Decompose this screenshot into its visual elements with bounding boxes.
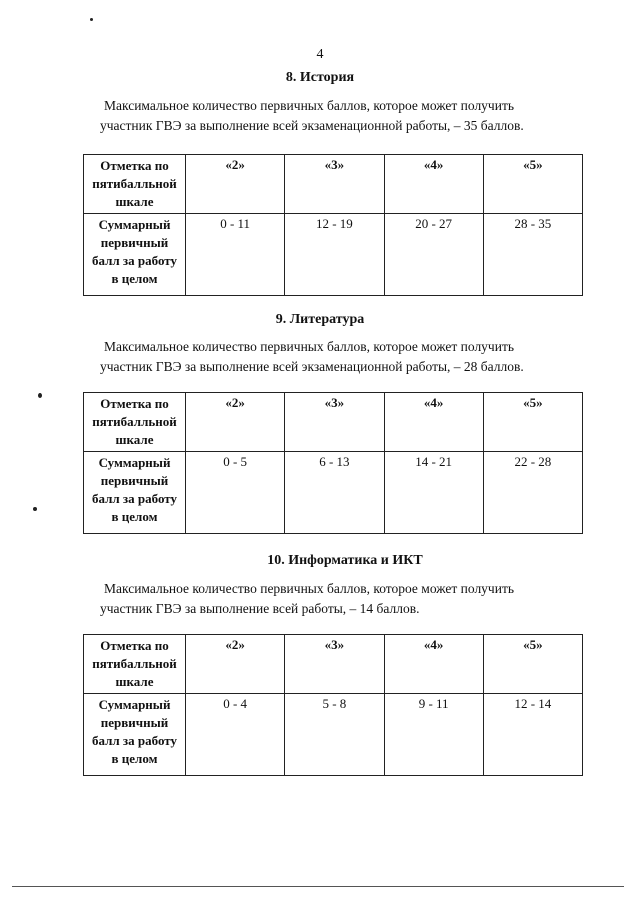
section-intro-literature <box>100 337 584 377</box>
grade-cell: «2» <box>186 155 285 214</box>
grade-cell: «3» <box>285 155 384 214</box>
section-intro-history <box>100 96 584 136</box>
range-cell: 9 - 11 <box>384 694 483 776</box>
section-title-history: 8. История <box>285 70 355 85</box>
table-row <box>84 452 583 534</box>
intro-line-2: участник ГВЭ за выполнение всей работы, – 14 баллов. <box>100 601 420 616</box>
row-header-score: Суммарный первичный балл за работу в целом <box>84 694 186 776</box>
grade-cell: «3» <box>285 635 384 694</box>
grade-cell: «5» <box>483 155 582 214</box>
range-cell: 28 - 35 <box>483 214 582 296</box>
scan-speck <box>33 507 37 511</box>
grade-table-history <box>83 154 583 296</box>
row-header-score: Суммарный первичный балл за работу в целом <box>84 452 186 534</box>
grade-cell: «2» <box>186 393 285 452</box>
row-header-grade: Отметка по пятибалльной шкале <box>84 635 186 694</box>
grade-table-literature <box>83 392 583 534</box>
intro-line-1: Максимальное количество первичных баллов, которое может получить <box>104 339 514 354</box>
range-cell: 14 - 21 <box>384 452 483 534</box>
table-row <box>84 155 583 214</box>
intro-line-1: Максимальное количество первичных баллов, которое может получить <box>104 581 514 596</box>
range-cell: 12 - 14 <box>483 694 582 776</box>
range-cell: 12 - 19 <box>285 214 384 296</box>
intro-line-2: участник ГВЭ за выполнение всей экзаменационной работы, – 35 баллов. <box>100 118 524 133</box>
intro-line-1: Максимальное количество первичных баллов, которое может получить <box>104 98 514 113</box>
intro-line-2: участник ГВЭ за выполнение всей экзаменационной работы, – 28 баллов. <box>100 359 524 374</box>
range-cell: 6 - 13 <box>285 452 384 534</box>
grade-table-informatics <box>83 634 583 776</box>
grade-cell: «4» <box>384 393 483 452</box>
section-title-informatics: 10. Информатика и ИКТ <box>267 553 423 568</box>
row-header-score: Суммарный первичный балл за работу в целом <box>84 214 186 296</box>
range-cell: 22 - 28 <box>483 452 582 534</box>
table-row <box>84 694 583 776</box>
scan-speck <box>90 18 93 21</box>
row-header-grade: Отметка по пятибалльной шкале <box>84 393 186 452</box>
page-number: 4 <box>316 47 324 62</box>
scan-speck <box>38 393 42 398</box>
grade-cell: «3» <box>285 393 384 452</box>
table-row <box>84 393 583 452</box>
range-cell: 0 - 5 <box>186 452 285 534</box>
range-cell: 20 - 27 <box>384 214 483 296</box>
range-cell: 5 - 8 <box>285 694 384 776</box>
table-row <box>84 635 583 694</box>
grade-cell: «5» <box>483 635 582 694</box>
section-intro-informatics <box>100 579 584 619</box>
bottom-rule <box>12 886 624 887</box>
range-cell: 0 - 4 <box>186 694 285 776</box>
section-title-literature: 9. Литература <box>275 312 365 327</box>
grade-cell: «4» <box>384 635 483 694</box>
range-cell: 0 - 11 <box>186 214 285 296</box>
grade-cell: «5» <box>483 393 582 452</box>
table-row <box>84 214 583 296</box>
row-header-grade: Отметка по пятибалльной шкале <box>84 155 186 214</box>
grade-cell: «2» <box>186 635 285 694</box>
grade-cell: «4» <box>384 155 483 214</box>
